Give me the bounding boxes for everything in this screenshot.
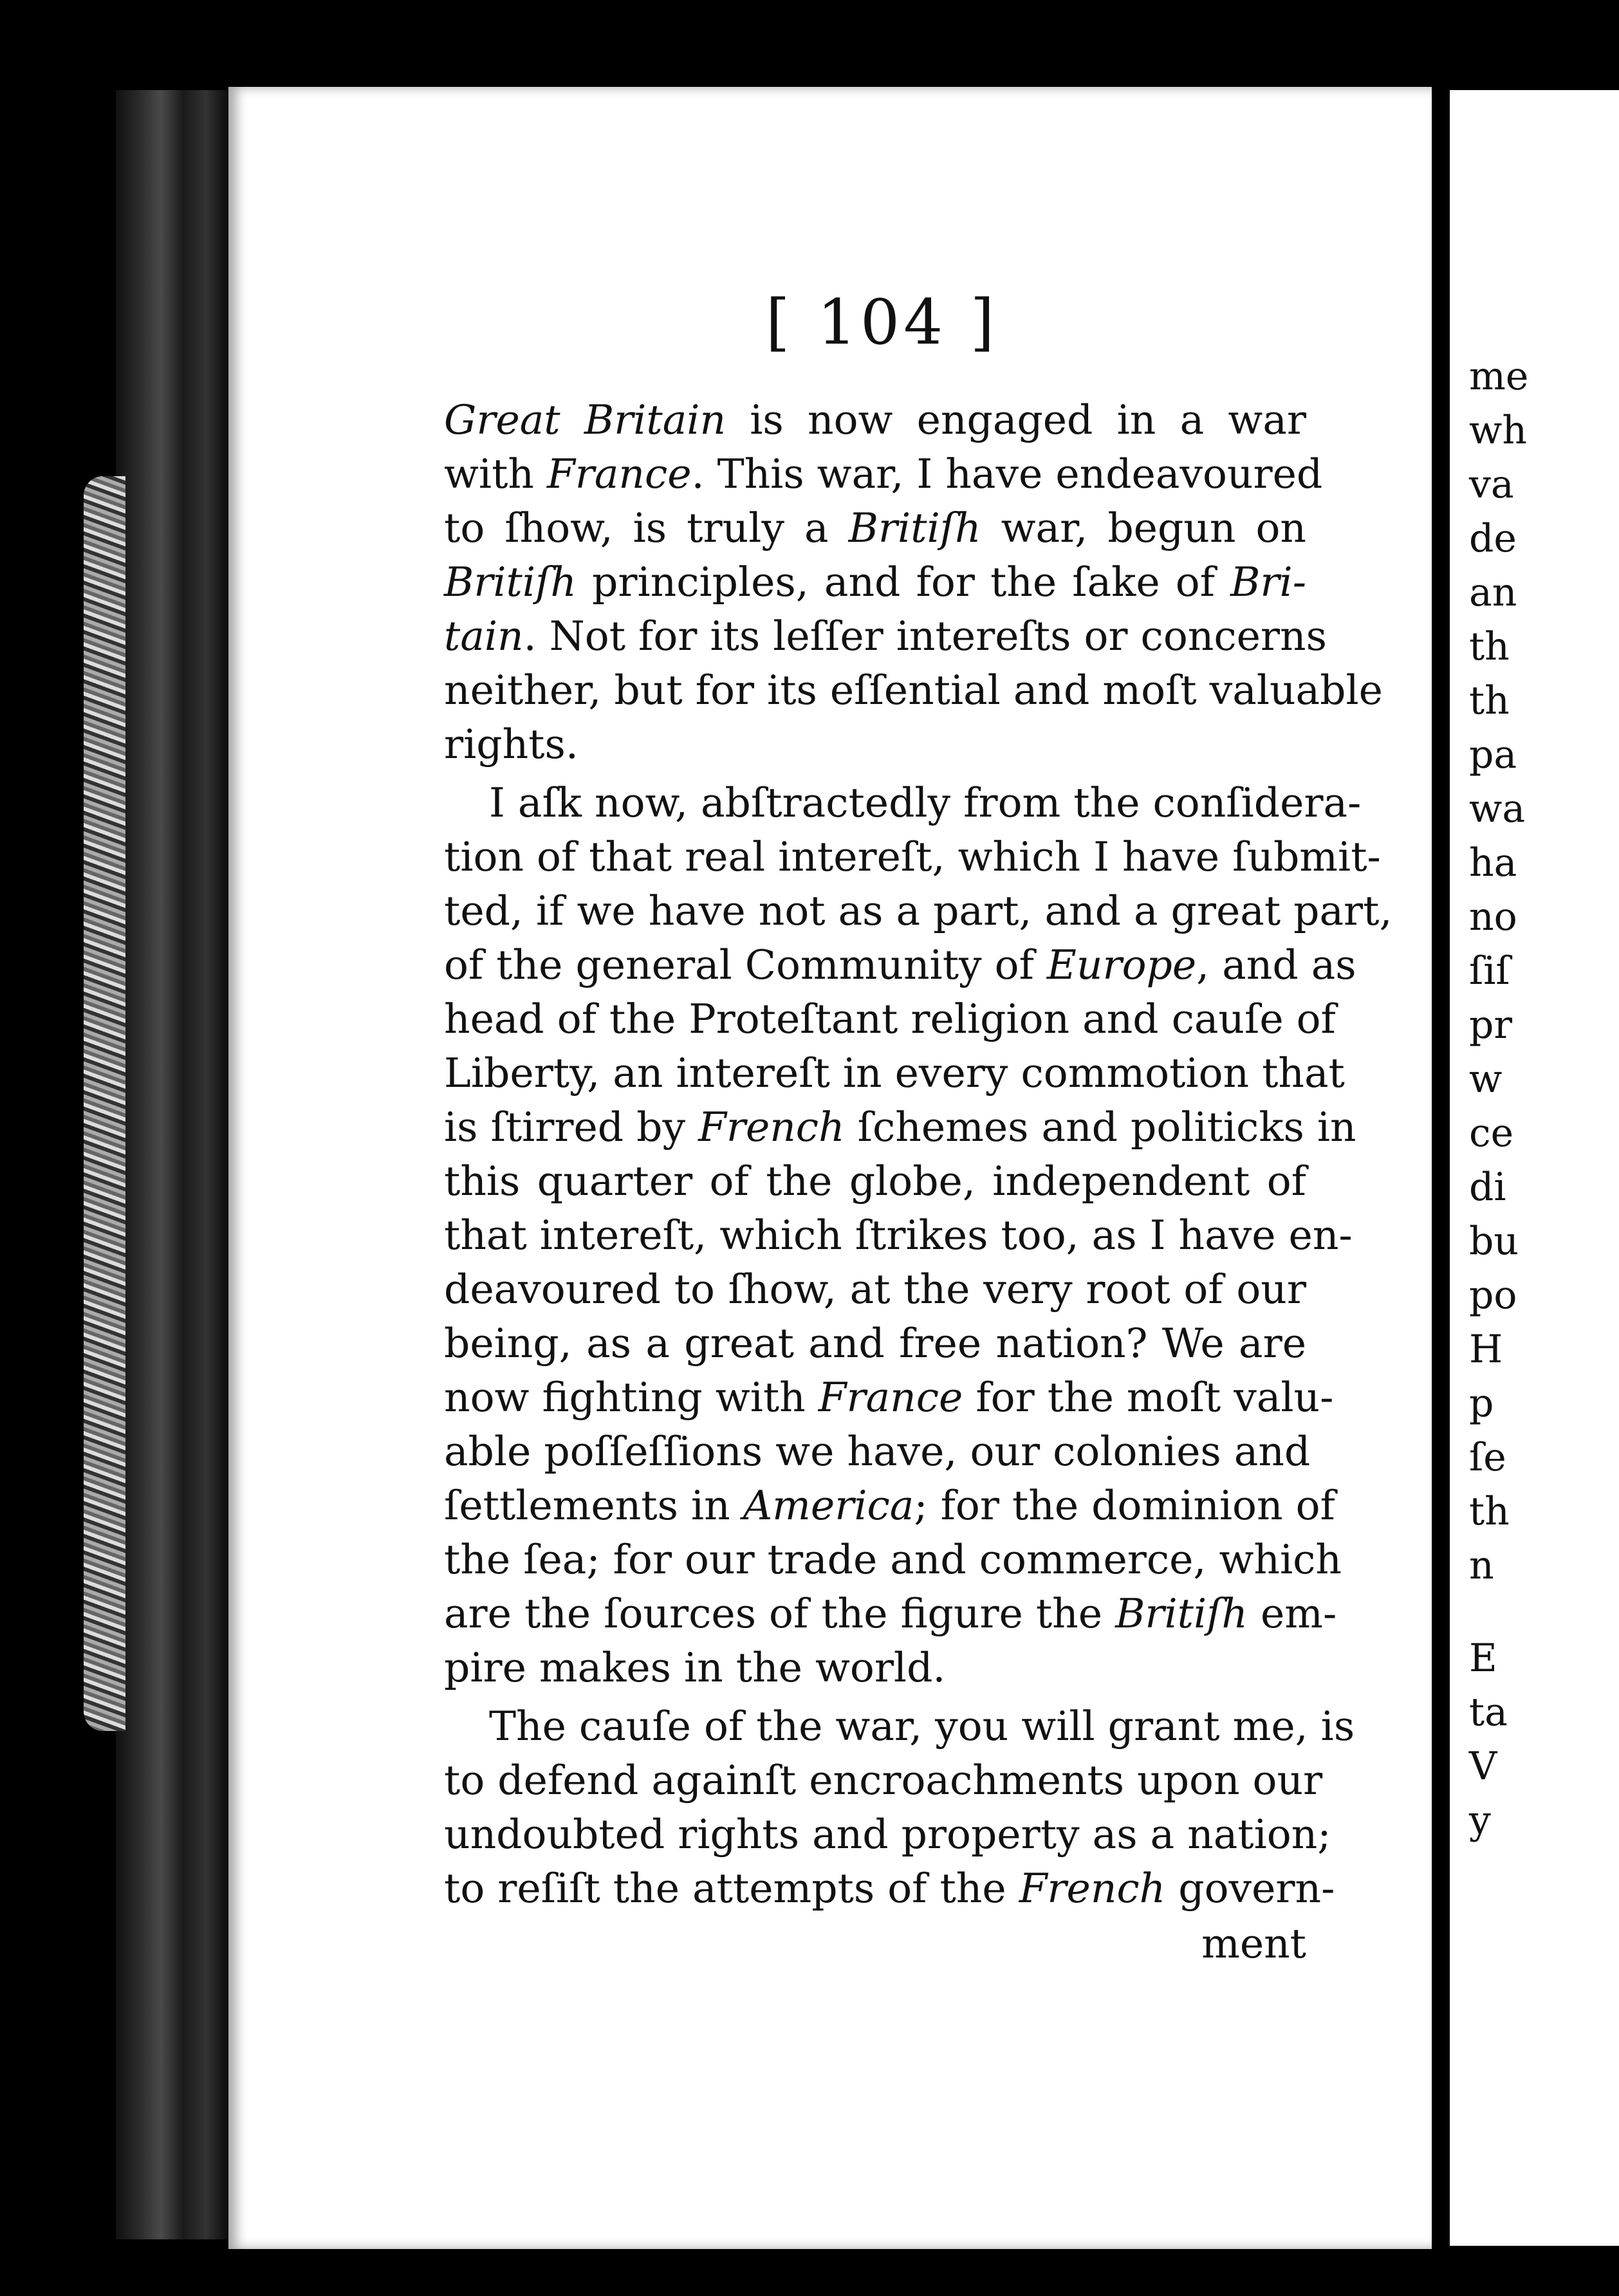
facing-text-fragment: th <box>1469 678 1510 723</box>
text-line: tain. Not for its leſſer intereſts or concerns <box>444 613 1327 660</box>
text-line: of the general Community of Europe, and as <box>444 941 1356 988</box>
text-line: head of the Proteſtant religion and cauſe of <box>444 995 1336 1042</box>
facing-text-fragment: E <box>1469 1636 1497 1681</box>
text-line: ſettlements in America; for the dominion of <box>444 1482 1335 1529</box>
text-line: this quarter of the globe, independent of <box>444 1158 1306 1205</box>
text-line: pire makes in the world. <box>444 1644 946 1691</box>
facing-text-fragment: me <box>1469 354 1529 399</box>
facing-text-fragment: ſiſ <box>1469 949 1510 994</box>
text-line: being, as a great and free nation? We are <box>444 1320 1306 1367</box>
text-line: Great Britain is now engaged in a war <box>444 396 1306 443</box>
text-line: deavoured to ſhow, at the very root of our <box>444 1266 1306 1313</box>
text-line: I aſk now, abſtractedly from the conſidera- <box>489 779 1362 826</box>
facing-text-fragment: an <box>1469 570 1517 615</box>
facing-text-fragment: p <box>1469 1381 1494 1426</box>
text-line: The cauſe of the war, you will grant me, is <box>489 1703 1355 1750</box>
text-line: ted, if we have not as a part, and a great part, <box>444 887 1392 934</box>
text-line: to defend againſt encroachments upon our <box>444 1757 1323 1804</box>
text-line: rights. <box>444 721 578 768</box>
facing-text-fragment: ce <box>1469 1111 1514 1156</box>
text-line: now fighting with France for the moſt valu- <box>444 1374 1334 1421</box>
text-line: that intereſt, which ſtrikes too, as I have en- <box>444 1212 1353 1259</box>
facing-text-fragment: po <box>1469 1273 1517 1318</box>
facing-text-fragment: de <box>1469 516 1517 561</box>
text-line: to reſiſt the attempts of the French govern- <box>444 1865 1335 1912</box>
facing-text-fragment: wa <box>1469 786 1526 831</box>
text-line: with France. This war, I have endeavoured <box>444 450 1323 497</box>
marbled-page-edge <box>84 476 125 1731</box>
text-line: the ſea; for our trade and commerce, which <box>444 1536 1342 1583</box>
facing-text-fragment: y <box>1469 1798 1491 1843</box>
facing-text-fragment: th <box>1469 624 1510 669</box>
book-spine-edge <box>116 90 228 2239</box>
facing-text-fragment: pr <box>1469 1003 1513 1048</box>
facing-text-fragment: wh <box>1469 408 1527 453</box>
facing-text-fragment: ſe <box>1469 1435 1506 1480</box>
facing-text-fragment: va <box>1469 462 1514 507</box>
facing-text-fragment: pa <box>1469 732 1517 777</box>
text-line: is ſtirred by French ſchemes and politicks in <box>444 1104 1356 1151</box>
text-line: Liberty, an intereſt in every commotion that <box>444 1050 1345 1097</box>
text-line: Britiſh principles, and for the ſake of Bri- <box>444 559 1306 606</box>
text-line: neither, but for its eſſential and moſt valuable <box>444 667 1383 714</box>
facing-text-fragment: th <box>1469 1489 1510 1534</box>
facing-text-fragment: ta <box>1469 1690 1508 1735</box>
text-line: to ſhow, is truly a Britiſh war, begun on <box>444 505 1306 551</box>
facing-text-fragment: no <box>1469 894 1517 940</box>
page-number: [ 104 ] <box>766 286 999 358</box>
facing-text-fragment: w <box>1469 1057 1503 1102</box>
facing-text-fragment: bu <box>1469 1219 1519 1264</box>
facing-text-fragment: V <box>1469 1744 1497 1789</box>
facing-text-fragment: di <box>1469 1165 1506 1210</box>
text-line: able poſſeſſions we have, our colonies and <box>444 1428 1311 1475</box>
facing-text-fragment: ha <box>1469 840 1517 885</box>
catchword: ment <box>1201 1920 1306 1967</box>
text-line: tion of that real intereſt, which I have ſubmit- <box>444 833 1381 880</box>
facing-text-fragment: H <box>1469 1327 1503 1372</box>
facing-text-fragment: n <box>1469 1543 1494 1588</box>
text-line: are the ſources of the figure the Britiſh em- <box>444 1590 1337 1637</box>
text-line: undoubted rights and property as a nation; <box>444 1811 1331 1858</box>
page-gutter <box>1432 84 1450 2252</box>
